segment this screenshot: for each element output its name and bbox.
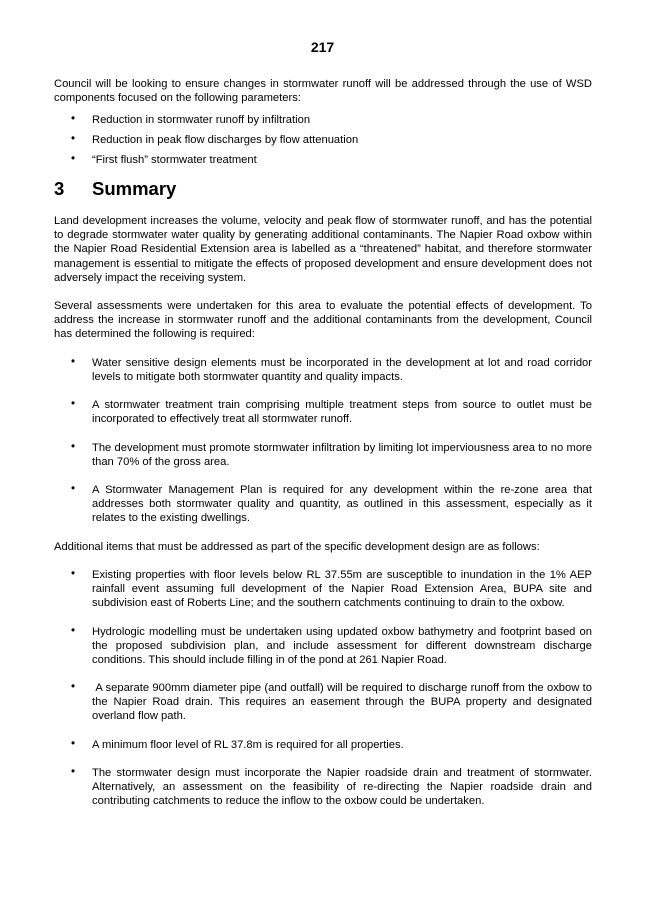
intro-bullet-1 bbox=[54, 113, 592, 127]
bullet-marker: • bbox=[71, 153, 76, 165]
bullet-marker: • bbox=[71, 738, 76, 750]
bullet-text: The development must promote stormwater infiltration by limiting lot imperviousness area to no more than 70% of the gross area. bbox=[92, 442, 592, 469]
summary-paragraph-2: Several assessments were undertaken for this area to evaluate the potential effects of development. To address the increase in stormwater runoff and the additional contaminants from the development, Council has determined the following is required: bbox=[54, 300, 592, 341]
bullet-text: The stormwater design must incorporate the Napier roadside drain and treatment of stormwater. Alternatively, an assessment on the feasibility of re-directing the Napier roadside drain and contributing catchments to reduce the inflow to the oxbow could be undertaken. bbox=[92, 767, 592, 808]
additional-bullet-4 bbox=[54, 738, 592, 752]
intro-bullet-2 bbox=[54, 133, 592, 147]
bullet-text: Reduction in peak flow discharges by flow attenuation bbox=[92, 134, 359, 146]
required-bullet-1 bbox=[54, 356, 592, 384]
bullet-text: Reduction in stormwater runoff by infiltration bbox=[92, 114, 311, 126]
bullet-marker: • bbox=[71, 625, 76, 637]
bullet-text: A stormwater treatment train comprising multiple treatment steps from source to outlet must be incorporated to effectively treat all stormwater runoff. bbox=[92, 399, 592, 426]
bullet-text: A minimum floor level of RL 37.8m is required for all properties. bbox=[92, 739, 404, 751]
summary-paragraph-3: Additional items that must be addressed as part of the specific development design are as follows: bbox=[54, 541, 540, 553]
bullet-text: Water sensitive design elements must be incorporated in the development at lot and road corridor levels to mitigate both stormwater quantity and quality impacts. bbox=[92, 357, 592, 384]
section-heading bbox=[54, 178, 176, 200]
additional-bullet-2 bbox=[54, 625, 592, 668]
bullet-marker: • bbox=[71, 133, 76, 145]
bullet-marker: • bbox=[71, 441, 76, 453]
bullet-marker: • bbox=[71, 483, 76, 495]
additional-bullet-5 bbox=[54, 766, 592, 809]
summary-paragraph-1: Land development increases the volume, velocity and peak flow of stormwater runoff, and has the potential to degrade stormwater water quality by generating additional contaminants. The Napier Road oxbow within the Napier Road Residential Extension area is labelled as a “threatened” habitat, and therefore stormwater management is essential to mitigate the effects of proposed development and ensure development does not adversely impact the receiving system. bbox=[54, 215, 592, 284]
required-bullet-3 bbox=[54, 441, 592, 469]
bullet-marker: • bbox=[71, 398, 76, 410]
intro-bullet-3 bbox=[54, 153, 592, 167]
page-number: 217 bbox=[310, 39, 335, 55]
bullet-marker: • bbox=[71, 681, 76, 693]
bullet-text: Hydrologic modelling must be undertaken using updated oxbow bathymetry and footprint based on the proposed subdivision plan, and include assessment for different downstream discharge conditions. This should include filling in of the pond at 261 Napier Road. bbox=[92, 626, 592, 667]
section-title: Summary bbox=[92, 178, 177, 199]
additional-bullet-3 bbox=[54, 681, 596, 724]
required-bullet-4 bbox=[54, 483, 592, 526]
bullet-marker: • bbox=[71, 113, 76, 125]
required-bullet-2 bbox=[54, 398, 592, 426]
bullet-text: “First flush” stormwater treatment bbox=[92, 154, 257, 166]
bullet-text: Existing properties with floor levels below RL 37.55m are susceptible to inundation in the 1% AEP rainfall event assuming full development of the Napier Road Extension Area, BUPA site and subdivision east of Roberts Line; and the southern catchments continuing to drain to the oxbow. bbox=[92, 569, 592, 610]
bullet-text: A Stormwater Management Plan is required for any development within the re-zone area that addresses both stormwater quality and quantity, as outlined in this assessment, especially as it relates to the existing dwellings. bbox=[92, 484, 592, 525]
section-number: 3 bbox=[54, 178, 65, 199]
bullet-marker: • bbox=[71, 356, 76, 368]
bullet-marker: • bbox=[71, 766, 76, 778]
additional-bullet-1 bbox=[54, 568, 592, 611]
intro-paragraph: Council will be looking to ensure changes in stormwater runoff will be addressed through the use of WSD components focused on the following parameters: bbox=[54, 78, 592, 105]
bullet-marker: • bbox=[71, 568, 76, 580]
bullet-text: A separate 900mm diameter pipe (and outfall) will be required to discharge runoff from the oxbow to the Napier Road drain. This requires an easement through the BUPA property and designated overland flow path. bbox=[92, 682, 596, 723]
